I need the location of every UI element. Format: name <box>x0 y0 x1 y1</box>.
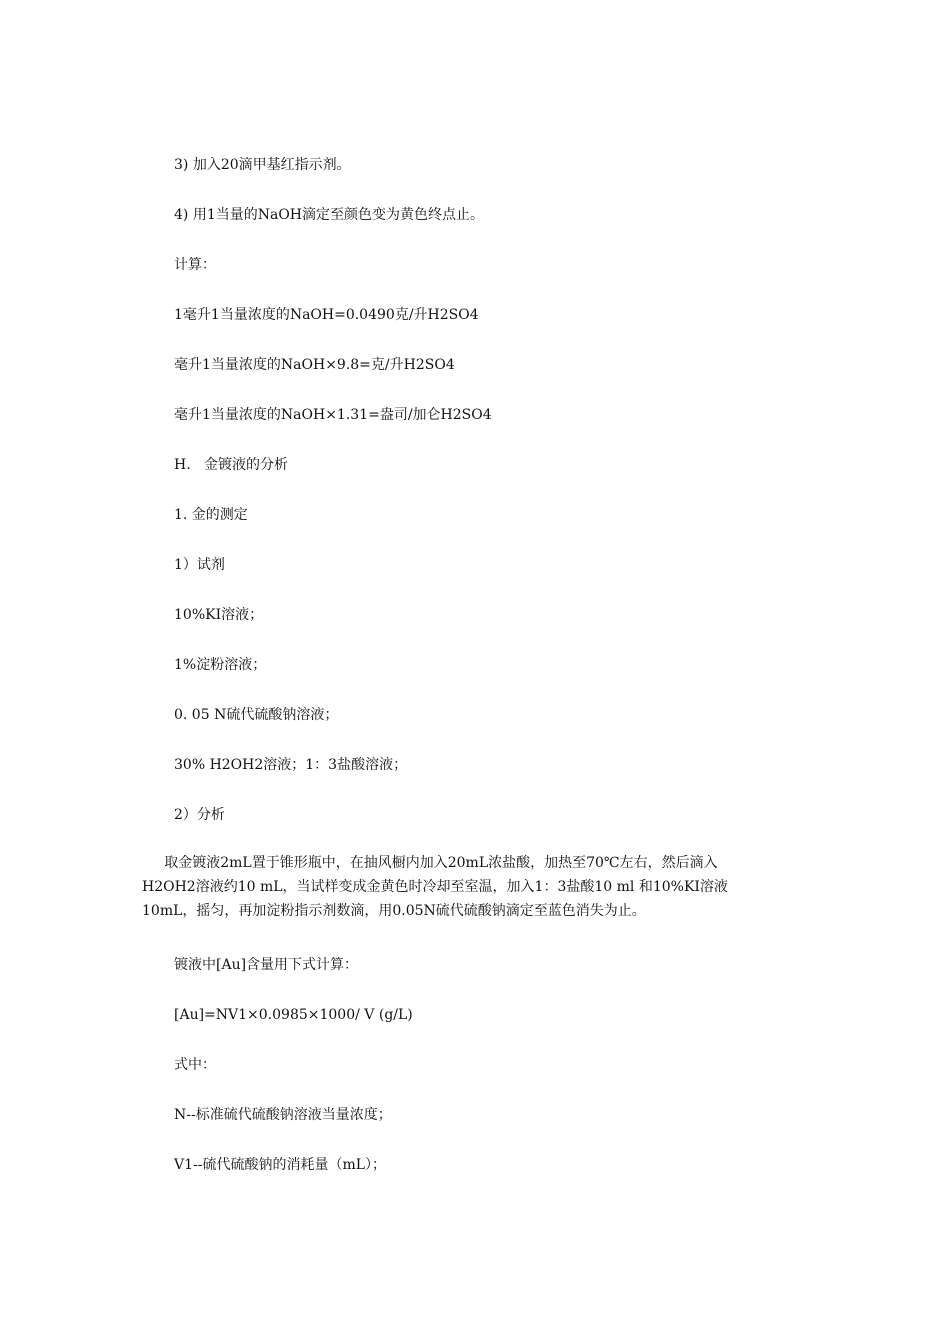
subsection-heading-gold: 1. 金的测定 <box>174 507 248 523</box>
analysis-paragraph <box>142 851 802 923</box>
reagent-peroxide-hcl: 30% H2OH2溶液；1：3盐酸溶液； <box>174 757 408 773</box>
calculation-intro: 镀液中[Au]含量用下式计算： <box>174 957 359 973</box>
analysis-paragraph-line: H2OH2溶液约10 mL，当试样变成金黄色时冷却至室温，加入1：3盐酸10 ml 和10%KI溶液 <box>142 879 728 895</box>
formula-line-3: 毫升1当量浓度的NaOH×1.31=盎司/加仑H2SO4 <box>174 407 492 423</box>
where-heading: 式中： <box>174 1057 216 1073</box>
analysis-heading: 2）分析 <box>174 807 225 823</box>
reagent-thiosulfate: 0. 05 N硫代硫酸钠溶液； <box>174 707 339 723</box>
gold-formula: [Au]=NV1×0.0985×1000/ V (g/L) <box>174 1007 413 1023</box>
definition-n: N--标准硫代硫酸钠溶液当量浓度； <box>174 1107 392 1123</box>
reagents-heading: 1）试剂 <box>174 557 225 573</box>
reagent-ki: 10%KI溶液； <box>174 607 264 623</box>
definition-v1: V1--硫代硫酸钠的消耗量（mL）； <box>174 1157 387 1173</box>
step-4-line: 4) 用1当量的NaOH滴定至颜色变为黄色终点止。 <box>174 207 485 223</box>
section-heading-h: H. 金镀液的分析 <box>174 457 289 473</box>
step-3-line: 3) 加入20滴甲基红指示剂。 <box>174 157 351 173</box>
formula-line-1: 1毫升1当量浓度的NaOH=0.0490克/升H2SO4 <box>174 307 479 323</box>
reagent-starch: 1%淀粉溶液； <box>174 657 267 673</box>
analysis-paragraph-line: 10mL，摇匀，再加淀粉指示剂数滴，用0.05N硫代硫酸钠滴定至蓝色消失为止。 <box>142 903 646 919</box>
analysis-paragraph-line: 取金镀液2mL置于锥形瓶中，在抽风橱内加入20mL浓盐酸，加热至70℃左右，然后滴入 <box>142 855 718 871</box>
formula-line-2: 毫升1当量浓度的NaOH×9.8=克/升H2SO4 <box>174 357 455 373</box>
calculation-heading: 计算： <box>174 257 216 273</box>
